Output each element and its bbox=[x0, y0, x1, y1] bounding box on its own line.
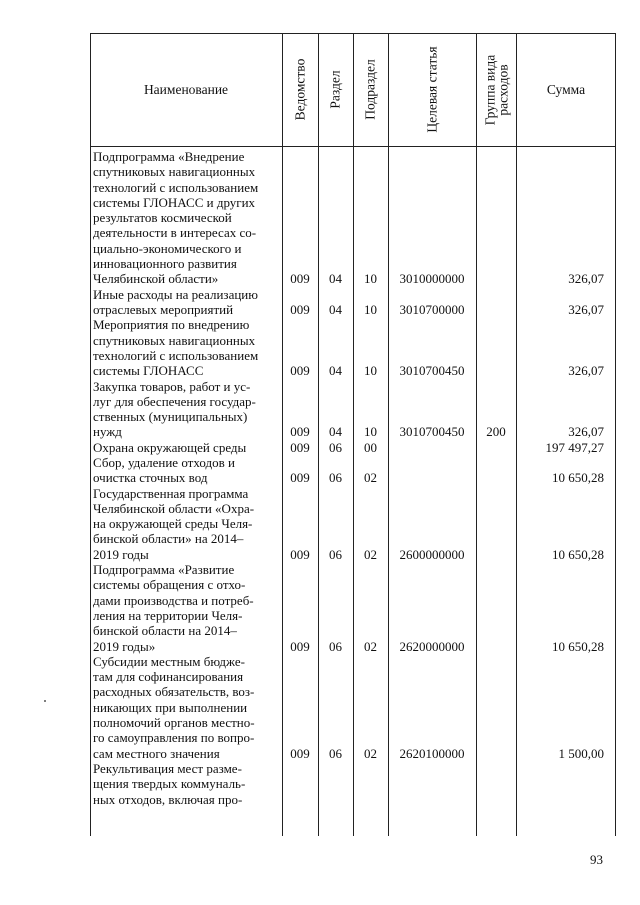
row-name-line: го самоуправления по вопро- bbox=[93, 730, 255, 746]
podrazdel-cell: 10 bbox=[364, 302, 377, 317]
celevaya-cell: 2620000000 bbox=[399, 638, 465, 654]
row-name-line: 2019 годы» bbox=[93, 638, 156, 654]
summa-cell: 326,07 bbox=[568, 363, 604, 379]
row-name-line: Подпрограмма «Развитие bbox=[93, 562, 235, 578]
header-celevaya-cell bbox=[388, 33, 476, 146]
row-name-line: технологий с использованием bbox=[93, 347, 259, 363]
podrazdel-cell: 00 bbox=[364, 439, 377, 455]
row-name-line: на окружающей среды Челя- bbox=[93, 516, 253, 532]
celevaya-cell: 2600000000 bbox=[399, 546, 465, 562]
row-name-line: отраслевых мероприятий bbox=[93, 301, 234, 317]
razdel-cell: 06 bbox=[329, 745, 342, 761]
header-razdel: Раздел bbox=[328, 70, 343, 109]
vedomstvo-cell: 009 bbox=[290, 470, 310, 486]
row-name-line: нужд bbox=[93, 424, 122, 440]
razdel-cell: 06 bbox=[329, 638, 342, 654]
summa-cell: 10 650,28 bbox=[552, 546, 604, 562]
row-name-line: системы ГЛОНАСС bbox=[93, 363, 204, 379]
row-name-line: Челябинской области «Охра- bbox=[93, 500, 255, 516]
row-name bbox=[93, 440, 279, 455]
page-number: 93 bbox=[590, 852, 603, 867]
vedomstvo-cell: 009 bbox=[290, 745, 310, 761]
summa-cell: 10 650,28 bbox=[552, 638, 604, 654]
row-name-line: Иные расходы на реализацию bbox=[93, 286, 258, 302]
header-summa-cell bbox=[516, 33, 616, 146]
row-name-line: циально-экономического и bbox=[93, 240, 242, 256]
row-name bbox=[93, 455, 279, 486]
row-name-line: сам местного значения bbox=[93, 745, 220, 761]
row-name-line: Подпрограмма «Внедрение bbox=[93, 149, 245, 164]
header-vedomstvo: Ведомство bbox=[292, 58, 308, 121]
column-divider bbox=[615, 33, 616, 836]
header-gruppa bbox=[483, 54, 509, 125]
row-name bbox=[93, 486, 279, 562]
row-name bbox=[93, 317, 279, 378]
razdel-cell: 06 bbox=[329, 470, 342, 486]
row-name-line: Сбор, удаление отходов и bbox=[93, 455, 235, 470]
row-name bbox=[93, 761, 279, 807]
header-name-cell bbox=[90, 33, 282, 146]
summa-cell: 326,07 bbox=[568, 424, 604, 440]
razdel-cell: 04 bbox=[329, 302, 342, 317]
razdel-cell: 04 bbox=[329, 271, 342, 287]
row-name-line: Закупка товаров, работ и ус- bbox=[93, 378, 251, 394]
row-name-line: Мероприятия по внедрению bbox=[93, 317, 250, 333]
row-name-line: деятельности в интересах со- bbox=[93, 225, 257, 241]
header-gruppa-line-1: Группа вида bbox=[482, 54, 497, 125]
podrazdel-cell: 02 bbox=[364, 470, 377, 486]
vedomstvo-cell: 009 bbox=[290, 638, 310, 654]
row-name-line: ных отходов, включая про- bbox=[93, 791, 243, 807]
row-name-line: очистка сточных вод bbox=[93, 470, 208, 486]
row-name-line: инновационного развития bbox=[93, 256, 237, 272]
celevaya-cell: 3010700450 bbox=[399, 424, 465, 440]
row-name-line: щения твердых коммуналь- bbox=[93, 776, 246, 792]
header-podrazdel-cell bbox=[353, 33, 388, 146]
celevaya-cell: 3010000000 bbox=[399, 271, 465, 287]
row-name bbox=[93, 562, 279, 654]
header-name: Наименование bbox=[143, 81, 229, 97]
summa-cell: 326,07 bbox=[568, 271, 604, 287]
vedomstvo-cell: 009 bbox=[290, 363, 310, 379]
row-name-line: Челябинской области» bbox=[93, 271, 219, 287]
header-summa: Сумма bbox=[546, 81, 586, 97]
summa-cell: 326,07 bbox=[568, 302, 604, 317]
podrazdel-cell: 02 bbox=[364, 546, 377, 562]
row-name-line: ления на территории Челя- bbox=[93, 607, 243, 623]
podrazdel-cell: 02 bbox=[364, 745, 377, 761]
row-name-line: Государственная программа bbox=[93, 485, 249, 501]
margin-mark bbox=[44, 700, 46, 702]
row-name-line: спутниковых навигационных bbox=[93, 332, 256, 348]
budget-table bbox=[90, 33, 616, 836]
row-name-line: Рекультивация мест разме- bbox=[93, 761, 242, 776]
row-name-line: бинской области» на 2014– bbox=[93, 531, 244, 547]
razdel-cell: 06 bbox=[329, 439, 342, 455]
razdel-cell: 04 bbox=[329, 363, 342, 379]
row-name-line: дами производства и потреб- bbox=[93, 592, 254, 608]
row-name bbox=[93, 287, 279, 318]
header-podrazdel: Подраздел bbox=[363, 59, 379, 120]
header-vedomstvo-cell bbox=[282, 33, 318, 146]
summa-cell: 1 500,00 bbox=[558, 745, 604, 761]
row-name-line: там для софинансирования bbox=[93, 669, 244, 685]
podrazdel-cell: 02 bbox=[364, 638, 377, 654]
celevaya-cell: 3010700450 bbox=[399, 363, 465, 379]
row-name-line: Субсидии местным бюдже- bbox=[93, 653, 245, 669]
header-razdel-cell bbox=[318, 33, 353, 146]
row-name bbox=[93, 654, 279, 761]
celevaya-cell: 3010700000 bbox=[399, 302, 465, 317]
row-name-line: системы ГЛОНАСС и других bbox=[93, 194, 256, 210]
vedomstvo-cell: 009 bbox=[290, 439, 310, 455]
razdel-cell: 06 bbox=[329, 546, 342, 562]
row-name-line: никающих при выполнении bbox=[93, 699, 248, 715]
row-name bbox=[93, 379, 279, 440]
vedomstvo-cell: 009 bbox=[290, 424, 310, 440]
header-gruppa-line-2: расходов bbox=[495, 63, 510, 116]
celevaya-cell: 2620100000 bbox=[399, 745, 465, 761]
row-name-line: бинской области на 2014– bbox=[93, 623, 237, 639]
podrazdel-cell: 10 bbox=[364, 424, 377, 440]
header-gruppa-cell bbox=[476, 33, 516, 146]
row-name-line: Охрана окружающей среды bbox=[93, 439, 247, 455]
row-name-line: расходных обязательств, воз- bbox=[93, 684, 255, 700]
gruppa-cell: 200 bbox=[486, 424, 506, 440]
row-name-line: системы обращения с отхо- bbox=[93, 577, 246, 593]
header-celevaya: Целевая статья bbox=[424, 46, 440, 133]
vedomstvo-cell: 009 bbox=[290, 546, 310, 562]
podrazdel-cell: 10 bbox=[364, 363, 377, 379]
vedomstvo-cell: 009 bbox=[290, 302, 310, 317]
row-name-line: спутниковых навигационных bbox=[93, 164, 256, 180]
summa-cell: 197 497,27 bbox=[545, 439, 604, 455]
razdel-cell: 04 bbox=[329, 424, 342, 440]
row-name-line: полномочий органов местно- bbox=[93, 715, 255, 731]
podrazdel-cell: 10 bbox=[364, 271, 377, 287]
vedomstvo-cell: 009 bbox=[290, 271, 310, 287]
row-name-line: 2019 годы bbox=[93, 546, 149, 562]
summa-cell: 10 650,28 bbox=[552, 470, 604, 486]
row-name-line: результатов космической bbox=[93, 210, 232, 226]
row-name bbox=[93, 149, 279, 287]
row-name-line: луг для обеспечения государ- bbox=[93, 393, 256, 409]
column-divider bbox=[90, 33, 91, 836]
row-name-line: ственных (муниципальных) bbox=[93, 409, 248, 425]
row-name-line: технологий с использованием bbox=[93, 179, 259, 195]
